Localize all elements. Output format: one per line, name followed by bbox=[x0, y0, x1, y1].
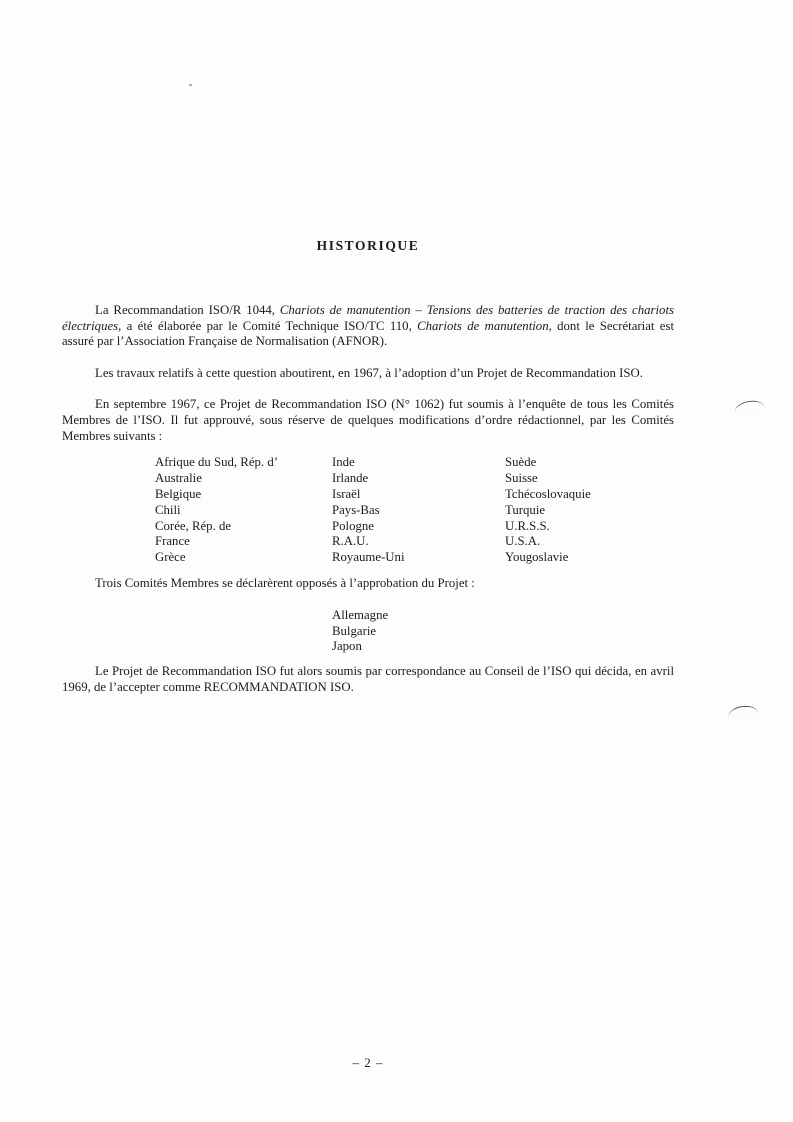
paragraph-4: Trois Comités Membres se déclarèrent opposés à l’approbation du Projet : bbox=[95, 575, 475, 590]
opposed-countries-list bbox=[332, 608, 674, 655]
country-item: Chili bbox=[155, 502, 181, 517]
scan-speck-top bbox=[189, 84, 192, 86]
paragraph-3: En septembre 1967, ce Projet de Recommandation ISO (N° 1062) fut soumis à l’enquête de tous les Comités Membres de l’ISO. Il fut approuvé, sous réserve de quelques modifications d’ordre rédactionnel, par les Comités Membres suivants : bbox=[62, 396, 674, 443]
country-item: Yougoslavie bbox=[505, 550, 569, 565]
country-item: France bbox=[155, 534, 190, 549]
recommendation-title-italic: Chariots de manutention – Tensions des batteries de traction des chariots électriques bbox=[62, 302, 674, 333]
country-item: U.S.A. bbox=[505, 534, 541, 549]
country-column-3 bbox=[505, 455, 674, 566]
opposed-country-item: Allemagne bbox=[332, 607, 389, 622]
country-item: R.A.U. bbox=[332, 534, 369, 549]
committee-title-italic: Chariots de manutention bbox=[417, 318, 549, 333]
member-countries-list bbox=[155, 455, 674, 566]
country-item: Royaume-Uni bbox=[332, 550, 405, 565]
country-column-2 bbox=[332, 455, 505, 566]
paragraph-5: Le Projet de Recommandation ISO fut alors soumis par correspondance au Conseil de l’ISO qui décida, en avril 1969, de l’accepter comme RECOMMANDATION ISO. bbox=[62, 664, 674, 694]
country-item: Afrique du Sud, Rép. d’ bbox=[155, 455, 278, 470]
country-item: Suède bbox=[505, 455, 537, 470]
paragraph-1-text-a: La Recommandation ISO/R 1044, bbox=[95, 302, 280, 317]
country-item: Pays-Bas bbox=[332, 502, 380, 517]
page-number: – 2 – bbox=[352, 1055, 384, 1070]
paragraph-2: Les travaux relatifs à cette question aboutirent, en 1967, à l’adoption d’un Projet de Recommandation ISO. bbox=[95, 366, 643, 381]
country-item: Israël bbox=[332, 486, 361, 501]
country-item: Belgique bbox=[155, 486, 202, 501]
country-item: U.R.S.S. bbox=[505, 518, 550, 533]
country-item: Australie bbox=[155, 471, 202, 486]
paragraph-1 bbox=[62, 303, 674, 350]
scan-mark-right-bottom bbox=[728, 704, 759, 717]
country-item: Suisse bbox=[505, 471, 538, 486]
opposed-country-item: Bulgarie bbox=[332, 623, 377, 638]
country-column-1 bbox=[155, 455, 332, 566]
opposed-country-item: Japon bbox=[332, 639, 362, 654]
country-item: Corée, Rép. de bbox=[155, 518, 232, 533]
country-item: Pologne bbox=[332, 518, 374, 533]
country-item: Inde bbox=[332, 455, 355, 470]
country-item: Turquie bbox=[505, 502, 546, 517]
paragraph-1-text-c: , dont le Secrétariat est assuré par l’Association Française de Normalisation (AFNOR). bbox=[62, 318, 675, 349]
text-block bbox=[62, 0, 674, 696]
country-item: Irlande bbox=[332, 471, 369, 486]
paragraph-1-text-b: , a été élaborée par le Comité Technique ISO/TC 110, bbox=[118, 318, 418, 333]
country-item: Grèce bbox=[155, 550, 186, 565]
page-title: HISTORIQUE bbox=[316, 238, 420, 253]
scan-mark-right-top bbox=[733, 398, 764, 412]
country-item: Tchécoslovaquie bbox=[505, 486, 591, 501]
